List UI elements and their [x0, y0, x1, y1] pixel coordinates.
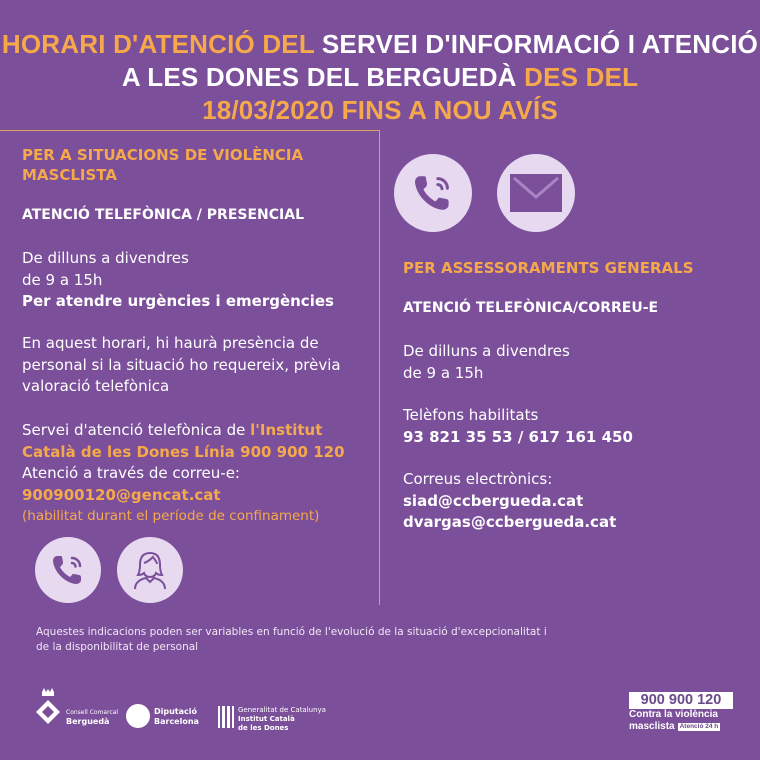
phone-circle-left — [35, 537, 101, 603]
emails-label: Correus electrònics: — [403, 470, 553, 488]
consell-big: Berguedà — [66, 717, 110, 726]
phone-icon — [409, 169, 457, 217]
hotline-badge — [629, 692, 733, 733]
right-hours: de 9 a 15h — [403, 363, 484, 382]
left-heading: PER A SITUACIONS DE VIOLÈNCIA MASCLISTA — [22, 146, 304, 184]
right-days: De dilluns a divendres — [403, 342, 570, 360]
left-subheading: ATENCIÓ TELEFÒNICA / PRESENCIAL — [22, 207, 305, 223]
left-hours: de 9 a 15h — [22, 270, 103, 289]
gencat-line3: de les Dones — [238, 724, 289, 732]
right-schedule — [403, 341, 570, 384]
left-urgent: Per atendre urgències i emergències — [22, 292, 334, 310]
email-icon — [509, 173, 563, 213]
right-subheading: ATENCIÓ TELEFÒNICA/CORREU-E — [403, 300, 659, 316]
left-schedule — [22, 248, 362, 313]
title-part: HORARI D'ATENCIÓ DEL — [1, 29, 322, 59]
hotline-number[interactable]: 900 900 120 — [629, 692, 733, 709]
right-heading: PER ASSESSORAMENTS GENERALS — [403, 259, 694, 277]
service-intro: Servei d'atenció telefònica de — [22, 421, 251, 439]
woman-icon — [128, 548, 172, 592]
email-circle — [497, 154, 575, 232]
phones-value[interactable]: 93 821 35 53 / 617 161 450 — [403, 427, 633, 446]
right-phones — [403, 405, 633, 448]
hotline-24h-badge: Atenció 24 h — [679, 723, 719, 730]
consell-small: Consell Comarcal — [66, 709, 119, 716]
left-presence: En aquest horari, hi haurà presència de personal si la situació ho requereix, prèvia valoració telefònica — [22, 334, 341, 395]
woman-circle — [117, 537, 183, 603]
email-link-1[interactable]: siad@ccbergueda.cat — [403, 491, 584, 510]
diputacio-line2: Barcelona — [154, 717, 199, 726]
institute-line: l'Institut Català de les Dones Línia 900 900 120 — [22, 421, 345, 461]
phones-label: Telèfons habilitats — [403, 406, 539, 424]
hotline-line2-wrap — [629, 721, 733, 733]
title-part: A LES DONES DEL BERGUEDÀ — [121, 62, 525, 92]
shield-icon — [34, 688, 62, 728]
title-part: DES DEL — [524, 62, 639, 92]
diputacio-line1: Diputació — [154, 707, 198, 716]
left-days: De dilluns a divendres — [22, 249, 189, 267]
left-note: (habilitat durant el període de confinament) — [22, 508, 320, 524]
email-intro: Atenció a través de correu-e: — [22, 464, 240, 482]
title-date: 18/03/2020 FINS A NOU AVÍS — [202, 95, 558, 125]
title-part: SERVEI D'INFORMACIÓ I ATENCIÓ — [321, 29, 759, 59]
phone-icon — [48, 550, 88, 590]
gencat-line2: Institut Català — [238, 715, 295, 723]
phone-circle-right — [394, 154, 472, 232]
email-link-2[interactable]: dvargas@ccbergueda.cat — [403, 513, 617, 531]
diputacio-emblem-icon — [126, 704, 150, 728]
left-service — [22, 420, 370, 528]
footnote: Aquestes indicacions poden ser variables en funció de l'evolució de la situació d'excepcionalitat i de la disponibilitat de personal — [36, 626, 547, 653]
hotline-line2: masclista — [629, 721, 675, 732]
gencat-line1: Generalitat de Catalunya — [238, 706, 326, 714]
right-emails — [403, 469, 616, 534]
left-email-link[interactable]: 900900120@gencat.cat — [22, 485, 221, 504]
page-title — [0, 28, 760, 127]
senyera-icon — [218, 706, 234, 728]
hotline-line1: Contra la violència — [629, 709, 718, 720]
